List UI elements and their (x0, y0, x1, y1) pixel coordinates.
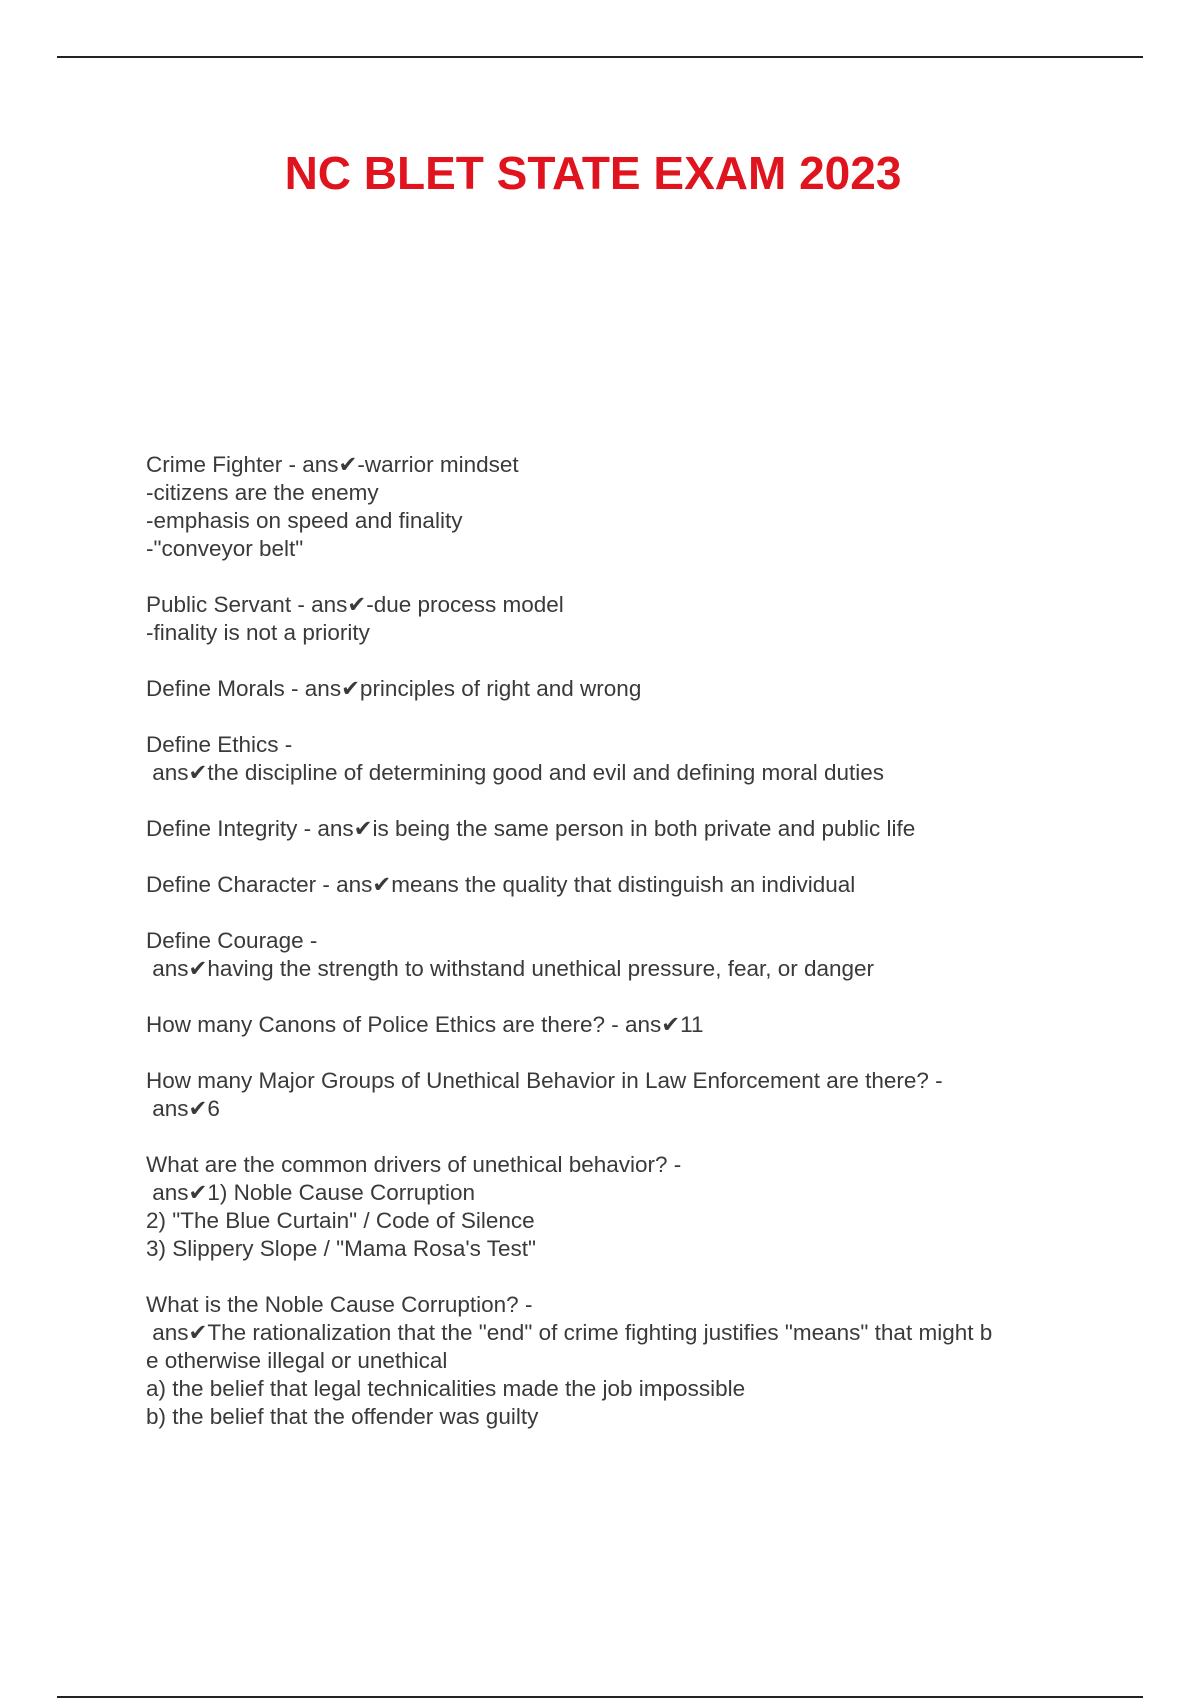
qa-entry (146, 871, 1146, 899)
qa-answer-line: ans✔having the strength to withstand unethical pressure, fear, or danger (146, 956, 875, 981)
qa-answer-line: -finality is not a priority (146, 620, 370, 645)
qa-list (146, 451, 1146, 1459)
qa-answer-line: ans✔the discipline of determining good and evil and defining moral duties (146, 760, 885, 785)
qa-answer-line: -emphasis on speed and finality (146, 508, 463, 533)
qa-question-line: Define Morals - ans✔principles of right and wrong (146, 676, 642, 701)
qa-question-line: Crime Fighter - ans✔-warrior mindset (146, 452, 519, 477)
qa-question-line: How many Major Groups of Unethical Behavior in Law Enforcement are there? - (146, 1068, 943, 1093)
qa-question-line: Define Ethics - (146, 732, 293, 757)
page-title: NC BLET STATE EXAM 2023 (284, 147, 902, 199)
qa-answer-line: 2) "The Blue Curtain" / Code of Silence (146, 1208, 535, 1233)
qa-entry (146, 1067, 1146, 1123)
qa-question-line: Define Character - ans✔means the quality that distinguish an individual (146, 872, 856, 897)
qa-entry (146, 1291, 1146, 1431)
qa-entry (146, 451, 1146, 563)
qa-answer-line: ans✔6 (146, 1096, 220, 1121)
top-rule (57, 56, 1143, 58)
qa-answer-line: b) the belief that the offender was guilty (146, 1404, 539, 1429)
qa-question-line: Public Servant - ans✔-due process model (146, 592, 564, 617)
qa-entry (146, 1011, 1146, 1039)
qa-question-line: Define Courage - (146, 928, 318, 953)
qa-question-line: What is the Noble Cause Corruption? - (146, 1292, 533, 1317)
qa-entry (146, 591, 1146, 647)
qa-entry (146, 815, 1146, 843)
qa-question-line: What are the common drivers of unethical behavior? - (146, 1152, 682, 1177)
qa-question-line: How many Canons of Police Ethics are there? - ans✔11 (146, 1012, 704, 1037)
qa-answer-line: -"conveyor belt" (146, 536, 304, 561)
qa-answer-line: ans✔The rationalization that the "end" of crime fighting justifies "means" that might b (146, 1320, 993, 1345)
qa-answer-line: ans✔1) Noble Cause Corruption (146, 1180, 476, 1205)
qa-answer-line: -citizens are the enemy (146, 480, 379, 505)
qa-answer-line: 3) Slippery Slope / "Mama Rosa's Test" (146, 1236, 537, 1261)
qa-entry (146, 731, 1146, 787)
bottom-rule (57, 1696, 1143, 1698)
qa-entry (146, 1151, 1146, 1263)
qa-answer-line: a) the belief that legal technicalities made the job impossible (146, 1376, 746, 1401)
qa-answer-line: e otherwise illegal or unethical (146, 1348, 448, 1373)
qa-entry (146, 927, 1146, 983)
qa-question-line: Define Integrity - ans✔is being the same person in both private and public life (146, 816, 916, 841)
qa-entry (146, 675, 1146, 703)
